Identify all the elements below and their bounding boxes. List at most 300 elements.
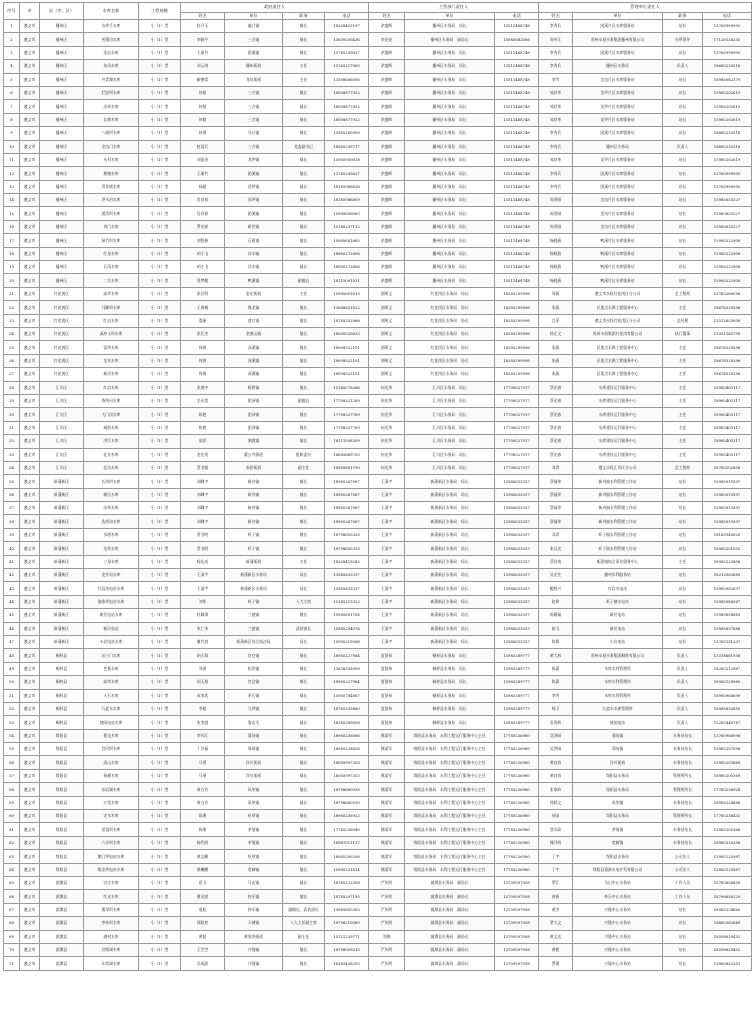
cell-city: 遵义市 bbox=[20, 220, 40, 233]
cell-gov-name: 黄韬 bbox=[181, 930, 225, 943]
table-row bbox=[4, 488, 752, 501]
cell-dept-phone: 13511468748 bbox=[495, 140, 539, 153]
cell-scale: 小（1）型 bbox=[139, 957, 181, 970]
cell-dept-phone: 13985633337 bbox=[495, 515, 539, 528]
cell-city: 遵义市 bbox=[20, 140, 40, 153]
cell-dept-unit: 绥阳县水务局 水利工程运行服务中心主任 bbox=[405, 863, 495, 876]
cell-county: 绥阳县 bbox=[40, 743, 84, 756]
cell-county: 播州区 bbox=[40, 220, 84, 233]
cell-mgmt-phone: 13985125987 bbox=[703, 850, 752, 863]
cell-mgmt-post: 主任 bbox=[663, 448, 703, 461]
cell-dept-unit: 绥阳县水务局 水利工程运行服务中心主任 bbox=[405, 769, 495, 782]
cell-gov-unit: 娄山关 bbox=[225, 716, 283, 729]
cell-city: 遵义市 bbox=[20, 408, 40, 421]
cell-mgmt-unit: 虾子镇水电站 bbox=[573, 595, 663, 608]
cell-dept-phone: 17708527917 bbox=[495, 461, 539, 474]
cell-mgmt-name: 蔡启南 bbox=[539, 555, 573, 568]
cell-mgmt-name: 李秀兵 bbox=[539, 20, 573, 33]
cell-mgmt-post: 站长 bbox=[663, 207, 703, 220]
cell-gov-unit: 新蒲新区综合执法局 bbox=[225, 635, 283, 648]
cell-county: 播州区 bbox=[40, 261, 84, 274]
cell-dept-unit: 红花岗区水务局 局长 bbox=[405, 287, 495, 300]
cell-mgmt-name: 朱燕 bbox=[539, 341, 573, 354]
cell-mgmt-post: 站长 bbox=[663, 274, 703, 287]
cell-mgmt-name: 沈泽刚 bbox=[539, 729, 573, 742]
cell-county: 新蒲新区 bbox=[40, 528, 84, 541]
cell-scale: 小（1）型 bbox=[139, 127, 181, 140]
cell-dept-phone: 15985289777 bbox=[495, 689, 539, 702]
cell-reservoir: 团西坝水库 bbox=[84, 207, 139, 220]
cell-mgmt-post: 分管领导 bbox=[663, 33, 703, 46]
cell-city: 遵义市 bbox=[20, 180, 40, 193]
cell-mgmt-name: 黄文达 bbox=[539, 930, 573, 943]
cell-dept-phone: 13985633337 bbox=[495, 528, 539, 541]
cell-dept-unit: 播州区水务局 局长 bbox=[405, 234, 495, 247]
cell-mgmt-phone: 15985222908 bbox=[703, 234, 752, 247]
cell-mgmt-phone: 18985251052 bbox=[703, 542, 752, 555]
cell-gov-post: 镇长 bbox=[283, 502, 325, 515]
cell-dept-name: 郭明义 bbox=[369, 327, 405, 340]
cell-mgmt-name: 蔡福荣 bbox=[539, 488, 573, 501]
cell-scale: 小（1）型 bbox=[139, 287, 181, 300]
cell-gov-name: 陈艳 bbox=[181, 408, 225, 421]
cell-dept-unit: 绥阳县水务局 水利工程运行服务中心主任 bbox=[405, 729, 495, 742]
cell-gov-phone: 18908522101 bbox=[325, 354, 369, 367]
cell-gov-name: 金先贵 bbox=[181, 448, 225, 461]
cell-mgmt-name: 蔡光春 bbox=[539, 394, 573, 407]
cell-dept-unit: 汇川区水务局 局长 bbox=[405, 381, 495, 394]
cell-gov-phone: 18798059215 bbox=[325, 943, 369, 956]
cell-gov-phone: 13985650365 bbox=[325, 903, 369, 916]
table-row bbox=[4, 676, 752, 689]
col-city: 市 bbox=[20, 3, 40, 20]
cell-dept-unit: 播州区水务局 局长 bbox=[405, 46, 495, 59]
cell-dept-phone: 18285299996 bbox=[495, 354, 539, 367]
cell-city: 遵义市 bbox=[20, 957, 40, 970]
cell-gov-phone: 18285289006 bbox=[325, 716, 369, 729]
cell-county: 红花岗区 bbox=[40, 354, 84, 367]
cell-county: 红花岗区 bbox=[40, 301, 84, 314]
cell-dept-name: 李光亮 bbox=[369, 33, 405, 46]
cell-reservoir: 北关水库 bbox=[84, 448, 139, 461]
cell-mgmt-phone: 13765999995 bbox=[703, 167, 752, 180]
cell-scale: 小（1）型 bbox=[139, 528, 181, 541]
cell-county: 湄潭县 bbox=[40, 930, 84, 943]
cell-dept-phone: 17708527917 bbox=[495, 408, 539, 421]
cell-gov-unit: 播州街道 bbox=[225, 60, 283, 73]
cell-mgmt-post: 站长 bbox=[663, 73, 703, 86]
cell-mgmt-post: 站长 bbox=[663, 220, 703, 233]
cell-dept-unit: 新蒲新区水务局 局长 bbox=[405, 582, 495, 595]
cell-gov-unit: 团泽镇 bbox=[225, 421, 283, 434]
cell-dept-unit: 播州区水务局 局长 bbox=[405, 127, 495, 140]
cell-city: 遵义市 bbox=[20, 622, 40, 635]
cell-city: 遵义市 bbox=[20, 234, 40, 247]
cell-reservoir: 东风水库 bbox=[84, 60, 139, 73]
cell-dept-phone: 13985633337 bbox=[495, 635, 539, 648]
cell-mgmt-unit: 水库建设运行服务中心 bbox=[573, 448, 663, 461]
cell-dept-name: 余盛辉 bbox=[369, 86, 405, 99]
cell-dept-name: 熊诺军 bbox=[369, 863, 405, 876]
cell-seq: 10 bbox=[4, 140, 20, 153]
cell-reservoir: 新民电站 bbox=[84, 622, 139, 635]
cell-mgmt-phone: 13765191207 bbox=[703, 635, 752, 648]
cell-mgmt-unit: 播州水利服务站 bbox=[573, 569, 663, 582]
cell-mgmt-unit: 水库建设运行服务中心 bbox=[573, 408, 663, 421]
cell-mgmt-unit: 水库水利管理所 bbox=[573, 662, 663, 675]
cell-gov-unit: 官仓镇 bbox=[225, 649, 283, 662]
cell-dept-name: 余盛辉 bbox=[369, 127, 405, 140]
cell-city: 遵义市 bbox=[20, 635, 40, 648]
cell-scale: 小（1）型 bbox=[139, 20, 181, 33]
cell-gov-unit: 兴隆镇 bbox=[225, 957, 283, 970]
cell-mgmt-post: 站长 bbox=[663, 234, 703, 247]
cell-dept-phone: 15985289777 bbox=[495, 676, 539, 689]
cell-mgmt-unit: 九盆水水库管理所 bbox=[573, 702, 663, 715]
table-row bbox=[4, 662, 752, 675]
cell-county: 新蒲新区 bbox=[40, 582, 84, 595]
cell-gov-name: 何勇 bbox=[181, 127, 225, 140]
cell-reservoir: 高坝水库 bbox=[84, 676, 139, 689]
cell-mgmt-name: 周晋刚 bbox=[539, 207, 573, 220]
cell-dept-name: 余盛辉 bbox=[369, 46, 405, 59]
cell-gov-phone: 15985784887 bbox=[325, 689, 369, 702]
col-seq: 序号 bbox=[4, 3, 20, 20]
cell-mgmt-phone: 18598629452 bbox=[703, 930, 752, 943]
cell-county: 湄潭县 bbox=[40, 877, 84, 890]
cell-mgmt-name: 杨晓燕 bbox=[539, 247, 573, 260]
cell-dept-phone: 18285299996 bbox=[495, 314, 539, 327]
cell-city: 遵义市 bbox=[20, 113, 40, 126]
cell-gov-name: 王清宇 bbox=[181, 582, 225, 595]
cell-gov-name: 陈艳 bbox=[181, 421, 225, 434]
cell-dept-unit: 绥阳县水务局 水利工程运行服务中心主任 bbox=[405, 743, 495, 756]
cell-city: 遵义市 bbox=[20, 261, 40, 274]
cell-reservoir: 新民电站水库 bbox=[84, 609, 139, 622]
cell-gov-name: 陈理 bbox=[181, 823, 225, 836]
cell-scale: 小（1）型 bbox=[139, 662, 181, 675]
cell-mgmt-post: 站长 bbox=[663, 100, 703, 113]
cell-gov-post: 镇长 bbox=[283, 261, 325, 274]
cell-dept-phone: 13511468748 bbox=[495, 220, 539, 233]
cell-mgmt-phone: 15985019397 bbox=[703, 488, 752, 501]
cell-mgmt-name: 李秀兵 bbox=[539, 46, 573, 59]
cell-mgmt-phone: 18985650855 bbox=[703, 702, 752, 715]
cell-mgmt-name: 李秀 bbox=[539, 689, 573, 702]
col-mgmt-unit: 单位 bbox=[573, 13, 663, 20]
cell-dept-name: 余盛辉 bbox=[369, 140, 405, 153]
cell-seq: 31 bbox=[4, 421, 20, 434]
cell-mgmt-unit: 龙坪片区水库服务站 bbox=[573, 100, 663, 113]
cell-reservoir: 新民水库 bbox=[84, 368, 139, 381]
cell-dept-unit: 汇川区水务局 局长 bbox=[405, 408, 495, 421]
cell-mgmt-name: 陈耀福 bbox=[539, 609, 573, 622]
cell-city: 遵义市 bbox=[20, 676, 40, 689]
cell-seq: 42 bbox=[4, 569, 20, 582]
cell-gov-unit: 三合镇 bbox=[225, 113, 283, 126]
cell-gov-post: 镇长 bbox=[283, 769, 325, 782]
cell-gov-unit: 风华镇 bbox=[225, 796, 283, 809]
cell-gov-post: 镇长 bbox=[283, 850, 325, 863]
cell-mgmt-post: 站长 bbox=[663, 943, 703, 956]
cell-dept-phone: 17785236980 bbox=[495, 796, 539, 809]
cell-gov-name: 何韬 bbox=[181, 113, 225, 126]
table-row bbox=[4, 140, 752, 153]
cell-dept-unit: 新蒲新区水务局 局长 bbox=[405, 502, 495, 515]
cell-gov-name: 刘峰宇 bbox=[181, 488, 225, 501]
cell-mgmt-post: 负责人 bbox=[663, 716, 703, 729]
cell-dept-phone: 18285299996 bbox=[495, 368, 539, 381]
cell-gov-unit: 三合镇 bbox=[225, 33, 283, 46]
cell-gov-post: 镇长 bbox=[283, 247, 325, 260]
cell-mgmt-unit: 宽阔镇 bbox=[573, 836, 663, 849]
cell-gov-post: 局长 bbox=[283, 582, 325, 595]
cell-gov-post: 主任 bbox=[283, 287, 325, 300]
cell-reservoir: 三星水库 bbox=[84, 555, 139, 568]
cell-dept-name: 何光华 bbox=[369, 435, 405, 448]
cell-gov-unit: 巷口镇 bbox=[225, 314, 283, 327]
cell-dept-name: 严庆明 bbox=[369, 903, 405, 916]
cell-mgmt-unit: 鸭溪片区水库服务站 bbox=[573, 261, 663, 274]
cell-mgmt-post: 主任 bbox=[663, 301, 703, 314]
cell-mgmt-unit: 兴隆中心水务站 bbox=[573, 957, 663, 970]
cell-dept-phone: 15985289777 bbox=[495, 649, 539, 662]
cell-seq: 53 bbox=[4, 716, 20, 729]
cell-city: 遵义市 bbox=[20, 448, 40, 461]
table-row bbox=[4, 408, 752, 421]
table-row bbox=[4, 836, 752, 849]
cell-mgmt-name: 吴世刚 bbox=[539, 743, 573, 756]
cell-gov-unit: 深溪镇 bbox=[225, 341, 283, 354]
cell-gov-name: 杨超 bbox=[181, 180, 225, 193]
table-row bbox=[4, 635, 752, 648]
cell-gov-phone: 18908522101 bbox=[325, 368, 369, 381]
cell-mgmt-unit: 区重点水源工程服务中心 bbox=[573, 368, 663, 381]
cell-scale: 小（1）型 bbox=[139, 756, 181, 769]
cell-gov-name: 符开玉 bbox=[181, 20, 225, 33]
cell-gov-post: 镇长 bbox=[283, 609, 325, 622]
cell-mgmt-post: 站长 bbox=[663, 167, 703, 180]
cell-gov-unit: 金鼎山镇 bbox=[225, 327, 283, 340]
cell-mgmt-phone: 18985129985 bbox=[703, 676, 752, 689]
cell-gov-phone: 15148576266 bbox=[325, 381, 369, 394]
cell-gov-phone: 13765209627 bbox=[325, 46, 369, 59]
cell-mgmt-post: 站长 bbox=[663, 127, 703, 140]
cell-scale: 小（1）型 bbox=[139, 247, 181, 260]
cell-scale: 小（1）型 bbox=[139, 836, 181, 849]
cell-gov-name: 王笠空 bbox=[181, 943, 225, 956]
cell-dept-unit: 红花岗区水务局 局长 bbox=[405, 354, 495, 367]
cell-dept-unit: 播州区水务局 局长 bbox=[405, 60, 495, 73]
cell-city: 遵义市 bbox=[20, 60, 40, 73]
cell-county: 汇川区 bbox=[40, 448, 84, 461]
cell-county: 绥阳县 bbox=[40, 863, 84, 876]
table-row bbox=[4, 368, 752, 381]
cell-county: 桐梓县 bbox=[40, 649, 84, 662]
cell-mgmt-post: 站长 bbox=[663, 247, 703, 260]
table-row bbox=[4, 354, 752, 367]
cell-dept-name: 刘海 bbox=[369, 930, 405, 943]
cell-seq: 25 bbox=[4, 341, 20, 354]
cell-dept-phone: 18285299996 bbox=[495, 327, 539, 340]
cell-county: 播州区 bbox=[40, 180, 84, 193]
cell-gov-post: 镇长 bbox=[283, 314, 325, 327]
cell-dept-phone: 13985633337 bbox=[495, 542, 539, 555]
cell-dept-unit: 播州区水务局 局长 bbox=[405, 194, 495, 207]
cell-mgmt-phone: 15985653227 bbox=[703, 194, 752, 207]
cell-mgmt-phone: 18685220518 bbox=[703, 127, 752, 140]
cell-gov-name: 王丽竹 bbox=[181, 46, 225, 59]
cell-mgmt-unit: 虾子镇水利管理工作站 bbox=[573, 528, 663, 541]
cell-gov-unit: 三合镇 bbox=[225, 100, 283, 113]
cell-dept-phone: 17785236980 bbox=[495, 850, 539, 863]
cell-mgmt-phone: 18985403117 bbox=[703, 394, 752, 407]
cell-seq: 19 bbox=[4, 261, 20, 274]
cell-reservoir: 红岩沟电站水库 bbox=[84, 582, 139, 595]
cell-mgmt-name: 黄昌容 bbox=[539, 756, 573, 769]
cell-gov-phone: 13985633337 bbox=[325, 569, 369, 582]
cell-mgmt-unit: 水库水利管理所 bbox=[573, 689, 663, 702]
cell-gov-name: 杨仕成 bbox=[181, 555, 225, 568]
cell-county: 新蒲新区 bbox=[40, 488, 84, 501]
cell-dept-unit: 湄潭县水务局 副局长 bbox=[405, 917, 495, 930]
cell-gov-name: 毛永宽 bbox=[181, 394, 225, 407]
cell-mgmt-phone: 18985403117 bbox=[703, 408, 752, 421]
cell-gov-phone: 18085997353 bbox=[325, 769, 369, 782]
cell-gov-unit: 龙坪镇 bbox=[225, 153, 283, 166]
cell-city: 遵义市 bbox=[20, 769, 40, 782]
cell-dept-name: 熊诺军 bbox=[369, 783, 405, 796]
cell-reservoir: 新民水库 bbox=[84, 488, 139, 501]
cell-county: 绥阳县 bbox=[40, 783, 84, 796]
cell-gov-post: 镇长 bbox=[283, 528, 325, 541]
cell-gov-phone: 18185966626 bbox=[325, 180, 369, 193]
table-row bbox=[4, 287, 752, 300]
cell-gov-phone: 15985950818 bbox=[325, 153, 369, 166]
cell-gov-unit: 鸭溪镇 bbox=[225, 274, 283, 287]
cell-county: 红花岗区 bbox=[40, 341, 84, 354]
cell-seq: 44 bbox=[4, 595, 20, 608]
cell-gov-phone: 18985236922 bbox=[325, 810, 369, 823]
cell-gov-name: 郑阳欢 bbox=[181, 917, 225, 930]
cell-seq: 21 bbox=[4, 287, 20, 300]
cell-reservoir: 长岗坝水库 bbox=[84, 475, 139, 488]
cell-scale: 小（1）型 bbox=[139, 73, 181, 86]
cell-gov-phone: 18798210089 bbox=[325, 917, 369, 930]
cell-city: 遵义市 bbox=[20, 836, 40, 849]
cell-gov-phone: 18985227964 bbox=[325, 649, 369, 662]
cell-city: 遵义市 bbox=[20, 863, 40, 876]
cell-gov-unit: 九坝镇 bbox=[225, 702, 283, 715]
cell-dept-name: 夏贤伟 bbox=[369, 689, 405, 702]
col-gov-post: 职务 bbox=[283, 13, 325, 20]
cell-dept-phone: 13511468748 bbox=[495, 127, 539, 140]
cell-reservoir: 官河坝水库 bbox=[84, 743, 139, 756]
cell-mgmt-phone: 13985982637 bbox=[703, 582, 752, 595]
cell-mgmt-unit: 团溪片区水库服务站 bbox=[573, 167, 663, 180]
cell-gov-post: 党委副书记 bbox=[283, 140, 325, 153]
cell-gov-post: 镇长 bbox=[283, 368, 325, 381]
cell-county: 播州区 bbox=[40, 46, 84, 59]
cell-mgmt-post: 工作人员 bbox=[663, 890, 703, 903]
cell-seq: 33 bbox=[4, 448, 20, 461]
cell-seq: 57 bbox=[4, 769, 20, 782]
cell-mgmt-name: 邹祥华 bbox=[539, 153, 573, 166]
cell-dept-unit: 汇川区水务局 局长 bbox=[405, 435, 495, 448]
cell-gov-post: 镇长 bbox=[283, 890, 325, 903]
cell-gov-phone: 15185257112 bbox=[325, 220, 369, 233]
cell-gov-name: 赵国兵 bbox=[181, 140, 225, 153]
cell-county: 播州区 bbox=[40, 20, 84, 33]
cell-dept-name: 何光华 bbox=[369, 408, 405, 421]
cell-seq: 12 bbox=[4, 167, 20, 180]
cell-dept-name: 严庆明 bbox=[369, 943, 405, 956]
cell-gov-unit: 团溪镇 bbox=[225, 207, 283, 220]
cell-mgmt-name: 周晋刚 bbox=[539, 220, 573, 233]
cell-scale: 小（1）型 bbox=[139, 207, 181, 220]
cell-scale: 小（1）型 bbox=[139, 796, 181, 809]
cell-dept-unit: 播州区水务局 局长 bbox=[405, 100, 495, 113]
cell-dept-name: 余盛辉 bbox=[369, 180, 405, 193]
cell-scale: 小（1）型 bbox=[139, 649, 181, 662]
cell-seq: 41 bbox=[4, 555, 20, 568]
cell-county: 红花岗区 bbox=[40, 327, 84, 340]
cell-seq: 27 bbox=[4, 368, 20, 381]
cell-gov-name: 蔡书明 bbox=[181, 528, 225, 541]
cell-reservoir: 水库千水库 bbox=[84, 20, 139, 33]
cell-mgmt-post: 站长 bbox=[663, 930, 703, 943]
cell-gov-post: 镇长 bbox=[283, 127, 325, 140]
cell-mgmt-post: 水务站站长 bbox=[663, 743, 703, 756]
cell-gov-phone: 18508877922 bbox=[325, 113, 369, 126]
cell-city: 遵义市 bbox=[20, 194, 40, 207]
cell-dept-name: 余盛辉 bbox=[369, 194, 405, 207]
cell-county: 汇川区 bbox=[40, 421, 84, 434]
cell-city: 遵义市 bbox=[20, 930, 40, 943]
cell-mgmt-post: 站长 bbox=[663, 595, 703, 608]
cell-dept-name: 夏贤伟 bbox=[369, 702, 405, 715]
col-gov-unit: 单位 bbox=[225, 13, 283, 20]
cell-scale: 小（1）型 bbox=[139, 381, 181, 394]
table-row bbox=[4, 234, 752, 247]
cell-mgmt-phone: 18985223808 bbox=[703, 555, 752, 568]
cell-mgmt-post: 站长 bbox=[663, 903, 703, 916]
cell-mgmt-name: 李秀兵 bbox=[539, 60, 573, 73]
cell-reservoir: 潘村水库 bbox=[84, 930, 139, 943]
cell-gov-name: 蔡梦婕 bbox=[181, 274, 225, 287]
cell-gov-unit: 板桥镇 bbox=[225, 381, 283, 394]
cell-gov-unit: 洋水镇 bbox=[225, 247, 283, 260]
cell-dept-phone: 17785236980 bbox=[495, 836, 539, 849]
cell-gov-unit: 黄家坝街道 bbox=[225, 930, 283, 943]
cell-dept-phone: 15985289777 bbox=[495, 662, 539, 675]
cell-seq: 65 bbox=[4, 877, 20, 890]
cell-mgmt-name: 蔡水政 bbox=[539, 823, 573, 836]
cell-mgmt-name: 邹祥华 bbox=[539, 100, 573, 113]
cell-city: 遵义市 bbox=[20, 461, 40, 474]
cell-seq: 32 bbox=[4, 435, 20, 448]
cell-mgmt-phone: 18985403117 bbox=[703, 381, 752, 394]
cell-dept-name: 余盛辉 bbox=[369, 234, 405, 247]
cell-gov-name: 马勇 bbox=[181, 756, 225, 769]
cell-county: 绥阳县 bbox=[40, 756, 84, 769]
cell-mgmt-name: 陈潇 bbox=[539, 676, 573, 689]
cell-mgmt-phone: 13318681956 bbox=[703, 649, 752, 662]
cell-gov-phone: 13668821822 bbox=[325, 301, 369, 314]
cell-dept-unit: 播州区水务局 局长 bbox=[405, 261, 495, 274]
cell-reservoir: 大门沟水库 bbox=[84, 408, 139, 421]
table-row bbox=[4, 528, 752, 541]
